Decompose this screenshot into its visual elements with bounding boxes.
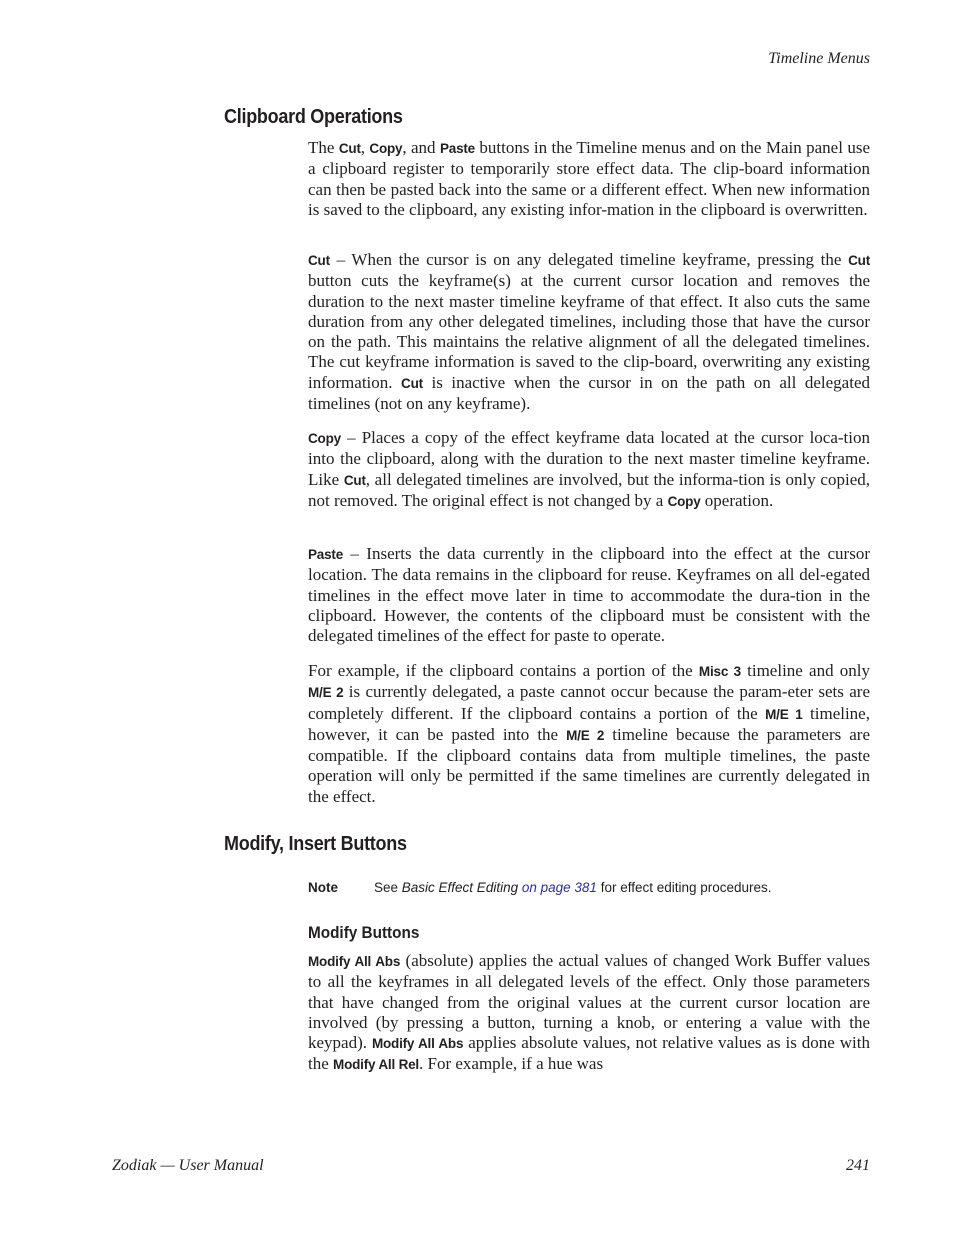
keyword-me1: M/E 1 bbox=[765, 706, 803, 722]
keyword-cut: Cut bbox=[308, 253, 330, 268]
paragraph-example: For example, if the clipboard contains a portion of the Misc 3 timeline and only M/E 2 is currently delegated, a paste cannot occur because the param-eter sets are completely different. If the clipboard contains a portion of the M/E 1 timeline, however, it can be pasted into the M/E 2 timeline because the parameters are compatible. If the clipboard contains data from multiple timelines, the paste operation will only be permitted if the same timelines are currently delegated in the effect. bbox=[308, 661, 871, 806]
paragraph-cut: Cut – When the cursor is on any delegated timeline keyframe, pressing the Cut button cuts the keyframe(s) at the current cursor location and removes the duration to the next master timeline keyframe of that effect. It also cuts the same duration from any other delegated timelines, including those that have the cursor on the path. This maintains the relative alignment of all the delegated timelines. The cut keyframe information is saved to the clip-board, overwriting any existing information. Cut is inactive when the cursor in on the path on all delegated timelines (not on any keyframe). bbox=[308, 250, 870, 414]
keyword-modify-all-abs: Modify All Abs bbox=[308, 954, 401, 969]
subsection-title-modify: Modify Buttons bbox=[308, 923, 420, 942]
keyword-misc3: Misc 3 bbox=[698, 664, 741, 679]
keyword-copy: Copy bbox=[308, 431, 341, 446]
keyword-copy: Copy bbox=[667, 493, 701, 509]
note-reference: Basic Effect Editing bbox=[401, 880, 519, 895]
paragraph-paste: Paste – Inserts the data currently in the clipboard into the effect at the cursor location. The data remains in the clipboard for reuse. Keyframes on all del-egated timelines in the effect move later in time to accommodate the dura-tion in the clipboard. However, the contents of the clipboard must be consistent with the delegated timelines of the effect for paste to operate. bbox=[308, 544, 870, 646]
keyword-copy: Copy bbox=[369, 141, 403, 156]
keyword-cut: Cut bbox=[343, 472, 366, 488]
keyword-me2: M/E 2 bbox=[308, 685, 344, 701]
running-header: Timeline Menus bbox=[768, 50, 870, 67]
keyword-me2: M/E 2 bbox=[566, 727, 605, 743]
section-title-modify-insert: Modify, Insert Buttons bbox=[224, 833, 407, 855]
footer-manual-title: Zodiak — User Manual bbox=[112, 1157, 264, 1174]
page-link[interactable]: on page 381 bbox=[521, 880, 597, 895]
keyword-modify-all-abs: Modify All Abs bbox=[371, 1036, 464, 1052]
page-number: 241 bbox=[846, 1157, 870, 1174]
paragraph-copy: Copy – Places a copy of the effect keyframe data located at the cursor loca-tion into the clipboard, along with the duration to the next master timeline keyframe. Like Cut, all delegated timelines are involved, but the informa-tion is only copied, not removed. The original effect is not changed by a Copy operation. bbox=[308, 428, 870, 510]
keyword-modify-all-rel: Modify All Rel bbox=[333, 1057, 419, 1073]
keyword-paste: Paste bbox=[308, 547, 344, 562]
keyword-cut: Cut bbox=[338, 141, 361, 156]
note: Note See Basic Effect Editing on page 381 for effect editing procedures. bbox=[308, 880, 772, 895]
paragraph-clipboard-intro: The Cut, Copy, and Paste buttons in the Timeline menus and on the Main panel use a clipboard register to temporarily store effect data. The clip-board information can then be pasted back into the same or a different effect. When new information is saved to the clipboard, any existing infor-mation in the clipboard is overwritten. bbox=[308, 138, 871, 219]
keyword-paste: Paste bbox=[439, 141, 475, 156]
keyword-cut: Cut bbox=[848, 253, 870, 268]
section-title-clipboard: Clipboard Operations bbox=[224, 106, 403, 128]
keyword-cut: Cut bbox=[401, 375, 423, 391]
note-label: Note bbox=[308, 880, 338, 895]
paragraph-modify: Modify All Abs (absolute) applies the actual values of changed Work Buffer values to all the keyframes in all delegated levels of the effect. Only those parameters that have changed from the original values at the current cursor location are involved (by pressing a button, turning a knob, or entering a value with the keypad). Modify All Abs applies absolute values, not relative values as is done with the Modify All Rel. For example, if a hue was bbox=[308, 951, 870, 1074]
